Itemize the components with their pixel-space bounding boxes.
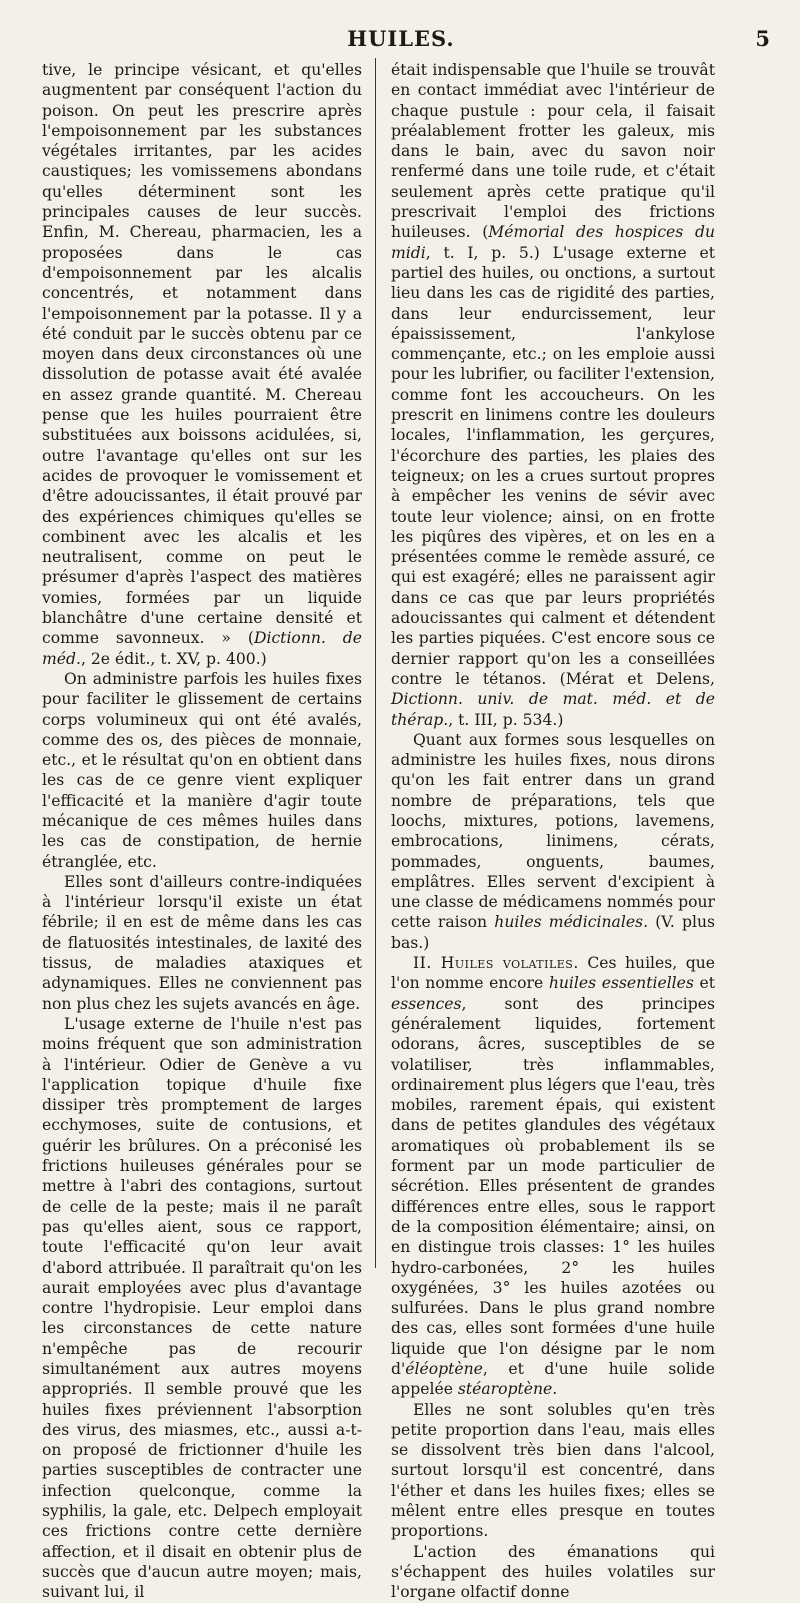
paragraph: L'usage externe de l'huile n'est pas moins fréquent que son administration à l'intérieur. Odier de Genève a vu l'application topique d'huile fixe dissiper très promptement de larges ecchymoses, suite de contusions, et guérir les brûlures. On a préconisé les frictions huileuses générales pour se mettre à l'abri des contagions, surtout de celle de la peste; mais il ne paraît pas qu'elles aient, sous ce rapport, toute l'efficacité qu'on leur avait d'abord attribuée. Il paraîtrait qu'on les aurait employées avec plus d'avantage contre l'hydropisie. Leur emploi dans les circonstances de cette nature n'empêche pas de recourir simultanément aux autres moyens appropriés. Il semble prouvé que les huiles fixes préviennent l'absorption des virus, des miasmes, etc., aussi a-t-on proposé de frictionner d'huile les parties susceptibles de contracter une infection quelconque, comme la syphilis, la gale, etc. Delpech employait ces frictions contre cette dernière affection, et il disait en obtenir plus de succès que d'aucun autre moyen; mais, suivant lui, il [42,1014,362,1602]
paragraph-text: . (V. plus bas.) [391,913,716,952]
paragraph-text: tive, le principe vésicant, et qu'elles augmentent par conséquent l'action du poison. On peut les prescrire après l'empoisonnement par les substances végétales irritantes, par les acides caustiques; les vomissemens abondans qu'elles déterminent sont les principales causes de leur succès. Enfin, M. Chereau, pharmacien, les a proposées dans le cas d'empoisonnement par les alcalis concentrés, et notamment dans l'empoisonnement par la potasse. Il y a été conduit par le succès obtenu par ce moyen dans deux circonstances où une dissolution de potasse avait été avalée en assez grande quantité. M. Chereau pense que les huiles pourraient être substituées aux boissons acidulées, si, outre l'avantage qu'elles ont sur les acides de provoquer le vomissement et d'être adoucissantes, il était prouvé par des expériences chimiques qu'elles se combinent avec les alcalis et les neutralisent, comme on peut le présumer d'après l'aspect des matières vomies, formées par un liquide blanchâtre d'une certaine densité et comme savonneux. » ( [42,61,362,648]
paragraph-text: , sont des principes généralement liquides, fortement odorans, âcres, susceptibles de se volatiliser, très inflammables, ordinairement plus légers que l'eau, très mobiles, rarement épais, qui existent dans de petites glandules des végétaux aromatiques où probablement ils se forment par un mode particulier de sécrétion. Elles présentent de grandes différences entre elles, sous le rapport de la composition élémentaire; ainsi, on en distingue trois classes: 1° les huiles hydro-carbonées, 2° les huiles oxygénées, 3° les huiles azotées ou sulfurées. Dans le plus grand nombre des cas, elles sont formées d'une huile liquide que l'on désigne par le nom d' [391,994,715,1378]
paragraph-text: , et d'une huile solide appelée [391,1360,715,1399]
section-paragraph [391,953,715,1400]
paragraph: L'action des émanations qui s'échappent des huiles volatiles sur l'organe olfactif donne [391,1542,715,1602]
paragraph [42,60,362,669]
paragraph-text: Ces huiles, que l'on nomme encore [391,954,715,993]
reference-details: , 2e édit., t. XV, p. 400.) [80,649,267,668]
right-column [391,60,715,1603]
paragraph [391,730,715,953]
paragraph-text: , t. I, p. 5.) L'usage externe et partiel des huiles, ou onctions, a surtout lieu dans les cas de rigidité des parties, dans leur endurcissement, leur épaississement, l'ankylose commençante, etc.; on les emploie aussi pour les lubrifier, ou faciliter l'extension, comme font les accoucheurs. On les prescrit en linimens contre les douleurs locales, l'inflammation, les gerçures, l'écorchure des parties, les plaies des teigneux; on les a crues surtout propres à empêcher les venins de sévir avec toute leur violence; ainsi, on en frotte les piqûres des vipères, et on les en a présentées comme le remède assuré, ce qui est exagéré; elles ne paraissent agir dans ce cas que par leurs propriétés adoucissantes qui calment et détendent les parties piquées. C'est encore sous ce dernier rapport qu'on les a conseillées contre le tétanos. (Mérat et Delens, [391,243,715,688]
paragraph: Elles ne sont solubles qu'en très petite proportion dans l'eau, mais elles se dissolvent très bien dans l'alcool, surtout lorsqu'il est concentré, dans l'éther et dans les huiles fixes; elles se mêlent entre elles presque en toutes proportions. [391,1400,715,1541]
paragraph: On administre parfois les huiles fixes pour faciliter le glissement de certains corps volumineux qui ont été avalés, comme des os, des pièces de monnaie, etc., et le résultat qu'on en obtient dans les cas de ce genre vient expliquer l'efficacité et la manière d'agir toute mécanique de ces mêmes huiles dans les cas de constipation, de hernie étranglée, etc. [42,669,362,871]
left-column [42,60,362,1603]
term: huiles essentielles [548,974,694,993]
term: huiles médicinales [494,913,644,932]
page-number: 5 [755,26,770,51]
term: essences [391,994,462,1013]
paragraph-text: . [552,1380,558,1399]
paragraph-text: Quant aux formes sous lesquelles on administre les huiles fixes, nous dirons qu'on les fait entrer dans un grand nombre de préparations, tels que loochs, mixtures, potions, lavemens, embrocations, linimens, cérats, pommades, onguents, baumes, emplâtres. Elles servent d'excipient à une classe de médicamens nommés pour cette raison [391,730,715,932]
paragraph-text: et [693,974,715,993]
running-title: HUILES. [347,26,455,51]
term: éléoptène [405,1360,483,1378]
reference-title: Dictionn. de méd. [42,629,363,668]
section-heading: II. Huiles volatiles. [413,954,579,973]
reference-title: Dictionn. univ. de mat. méd. et de thérap. [391,690,715,729]
term: stéaroptène [457,1380,553,1399]
paragraph: Elles sont d'ailleurs contre-indiquées à l'intérieur lorsqu'il existe un état fébrile; il en est de même dans les cas de flatuosités intestinales, de laxité des tissus, de maladies ataxiques et adynamiques. Elles ne conviennent pas non plus chez les sujets avancés en âge. [42,872,362,1013]
paragraph [391,60,715,730]
reference-details: , t. III, p. 534.) [448,710,564,729]
paragraph-text: était indispensable que l'huile se trouvât en contact immédiat avec l'intérieur de chaque pustule : pour cela, il faisait préalablement frotter les galeux, mis dans le bain, avec du savon noir renfermé dans une toile rude, et c'était seulement après cette pratique qu'il prescrivait l'emploi des frictions huileuses. ( [391,61,715,242]
column-divider [375,58,376,1268]
page-header [32,26,770,56]
reference-title: Mémorial des hospices du midi [391,223,715,262]
